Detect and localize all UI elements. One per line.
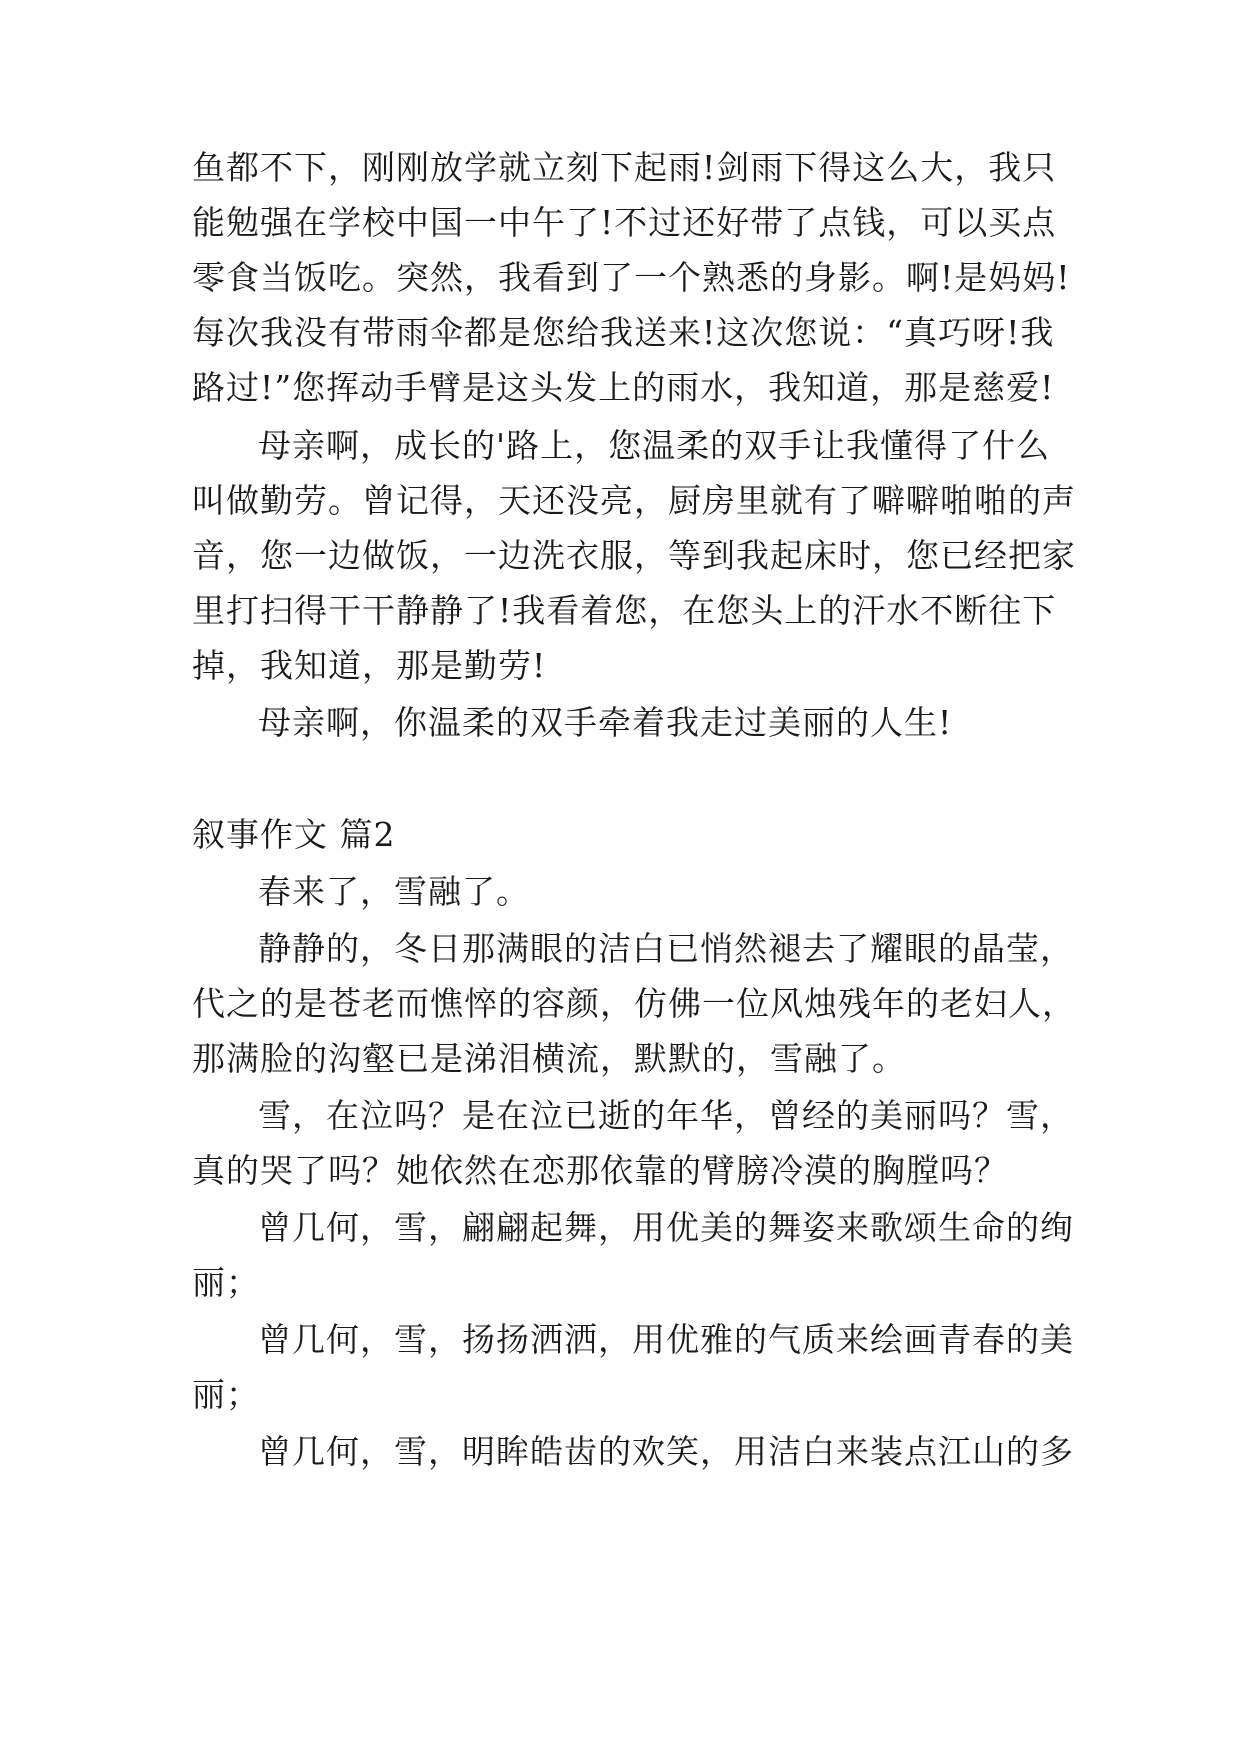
- paragraph-line: 母亲啊，你温柔的双手牵着我走过美丽的人生!: [258, 703, 953, 742]
- paragraph-line: 路过!”您挥动手臂是这头发上的雨水，我知道，那是慈爱!: [192, 368, 1055, 407]
- paragraph-line: 音，您一边做饭，一边洗衣服，等到我起床时，您已经把家: [192, 536, 1076, 575]
- paragraph-line: 里打扫得干干静静了!我看着您，在您头上的汗水不断往下: [192, 591, 1057, 630]
- paragraph-line: 静静的，冬日那满眼的洁白已悄然褪去了耀眼的晶莹，: [258, 929, 1074, 968]
- paragraph-line: 丽；: [192, 1263, 260, 1302]
- paragraph-line: 曾几何，雪，明眸皓齿的欢笑，用洁白来装点江山的多: [258, 1432, 1074, 1471]
- paragraph-line: 曾几何，雪，翩翩起舞，用优美的舞姿来歌颂生命的绚: [258, 1208, 1074, 1247]
- paragraph-line: 那满脸的沟壑已是涕泪横流，默默的，雪融了。: [192, 1039, 906, 1078]
- paragraph-line: 代之的是苍老而憔悴的容颜，仿佛一位风烛残年的老妇人，: [192, 984, 1076, 1023]
- paragraph-line: 零食当饭吃。突然，我看到了一个熟悉的身影。啊!是妈妈!: [192, 258, 1071, 297]
- section-heading: 叙事作文 篇2: [192, 815, 396, 854]
- paragraph-line: 雪，在泣吗？是在泣已逝的年华，曾经的美丽吗？雪，: [258, 1096, 1074, 1135]
- paragraph-line: 母亲啊，成长的'路上，您温柔的双手让我懂得了什么: [258, 426, 1051, 465]
- paragraph-line: 每次我没有带雨伞都是您给我送来!这次您说：“真巧呀!我: [192, 313, 1055, 352]
- paragraph-line: 叫做勤劳。曾记得，天还没亮，厨房里就有了噼噼啪啪的声: [192, 481, 1076, 520]
- paragraph-line: 丽；: [192, 1375, 260, 1414]
- paragraph-line: 真的哭了吗？她依然在恋那依靠的臂膀冷漠的胸膛吗？: [192, 1151, 1008, 1190]
- paragraph-line: 能勉强在学校中国一中午了!不过还好带了点钱，可以买点: [192, 203, 1057, 242]
- paragraph-line: 曾几何，雪，扬扬洒洒，用优雅的气质来绘画青春的美: [258, 1320, 1074, 1359]
- paragraph-line: 春来了，雪融了。: [258, 872, 530, 911]
- paragraph-line: 鱼都不下，刚刚放学就立刻下起雨!剑雨下得这么大，我只: [192, 148, 1057, 187]
- paragraph-line: 掉，我知道，那是勤劳!: [192, 646, 547, 685]
